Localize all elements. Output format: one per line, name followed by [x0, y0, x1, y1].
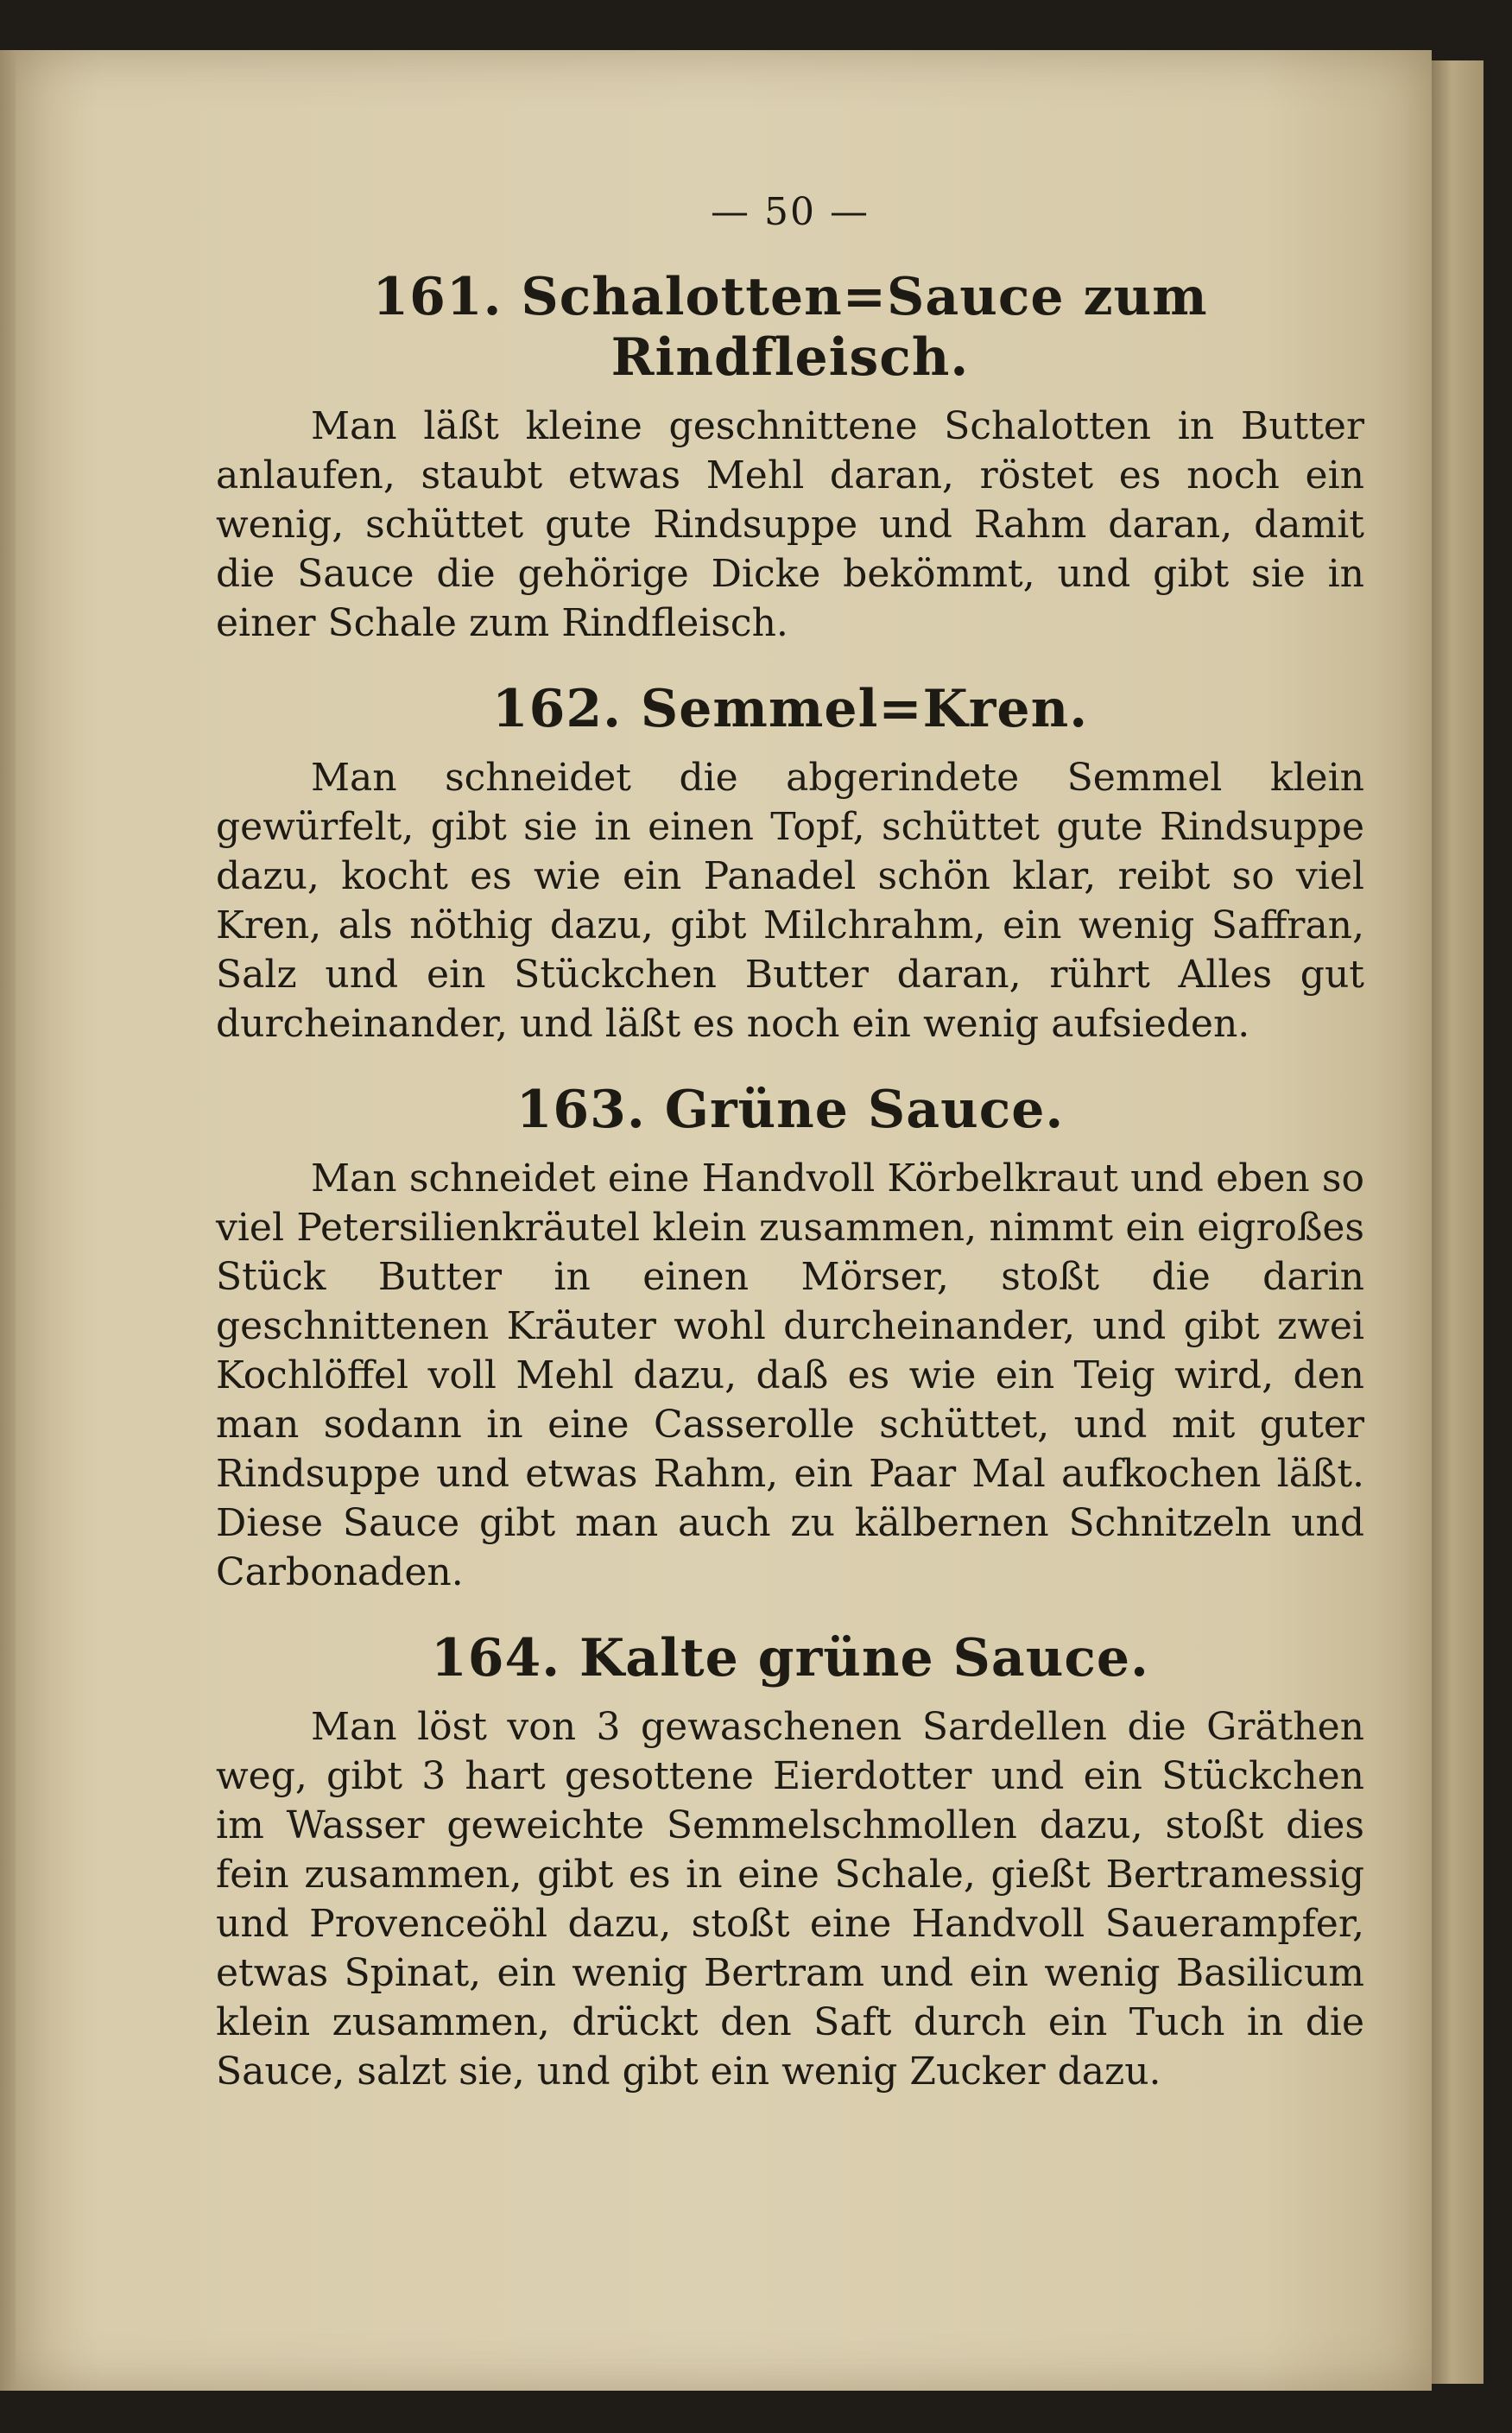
page-number: — 50 — [711, 190, 870, 234]
recipe-heading: 162. Semmel=Kren. [491, 679, 1089, 739]
recipe-section-164 [216, 1628, 1364, 2096]
recipe-section-161 [216, 267, 1364, 648]
recipe-text: Man schneidet eine Handvoll Körbelkraut und eben so viel Petersilienkräutel klein zusammen, nimmt ein eigroßes Stück Butter in einen Mörser, stoßt die darin geschnittenen Kräuter wohl durcheinander, und gibt zwei Kochlöffel voll Mehl dazu, daß es wie ein Teig wird, den man sodann in eine Casserolle schüttet, und mit guter Rindsuppe und etwas Rahm, ein Paar Mal aufkochen läßt. Diese Sauce gibt man auch zu kälbernen Schnitzeln und Carbonaden. [216, 1156, 1364, 1594]
page-text-column [216, 190, 1364, 2127]
recipe-text: Man läßt kleine geschnittene Schalotten in Butter anlaufen, staubt etwas Mehl daran, röstet es noch ein wenig, schüttet gute Rindsuppe und Rahm daran, damit die Sauce die gehörige Dicke bekömmt, und gibt sie in einer Schale zum Rindfleisch. [216, 404, 1364, 645]
recipe-text: Man löst von 3 gewaschenen Sardellen die Gräthen weg, gibt 3 hart gesottene Eierdotter und ein Stückchen im Wasser geweichte Semmelschmollen dazu, stoßt dies fein zusammen, gibt es in eine Schale, gießt Bertramessig und Provenceöhl dazu, stoßt eine Handvoll Sauerampfer, etwas Spinat, ein wenig Bertram und ein wenig Basilicum klein zusammen, drückt den Saft durch ein Tuch in die Sauce, salzt sie, und gibt ein wenig Zucker dazu. [216, 1705, 1364, 2094]
recipe-section-162 [216, 679, 1364, 1049]
page-stack-edge [1432, 60, 1484, 2384]
recipe-heading: 161. Schalotten=Sauce zum Rindfleisch. [372, 267, 1208, 388]
recipe-text: Man schneidet die abgerindete Semmel klein gewürfelt, gibt sie in einen Topf, schüttet gute Rindsuppe dazu, kocht es wie ein Panadel schön klar, reibt so viel Kren, als nöthig dazu, gibt Milchrahm, ein wenig Saffran, Salz und ein Stückchen Butter daran, rührt Alles gut durcheinander, und läßt es noch ein wenig aufsieden. [216, 756, 1364, 1046]
recipe-heading: 164. Kalte grüne Sauce. [431, 1628, 1149, 1689]
recipe-heading: 163. Grüne Sauce. [516, 1080, 1065, 1140]
recipe-section-163 [216, 1080, 1364, 1597]
